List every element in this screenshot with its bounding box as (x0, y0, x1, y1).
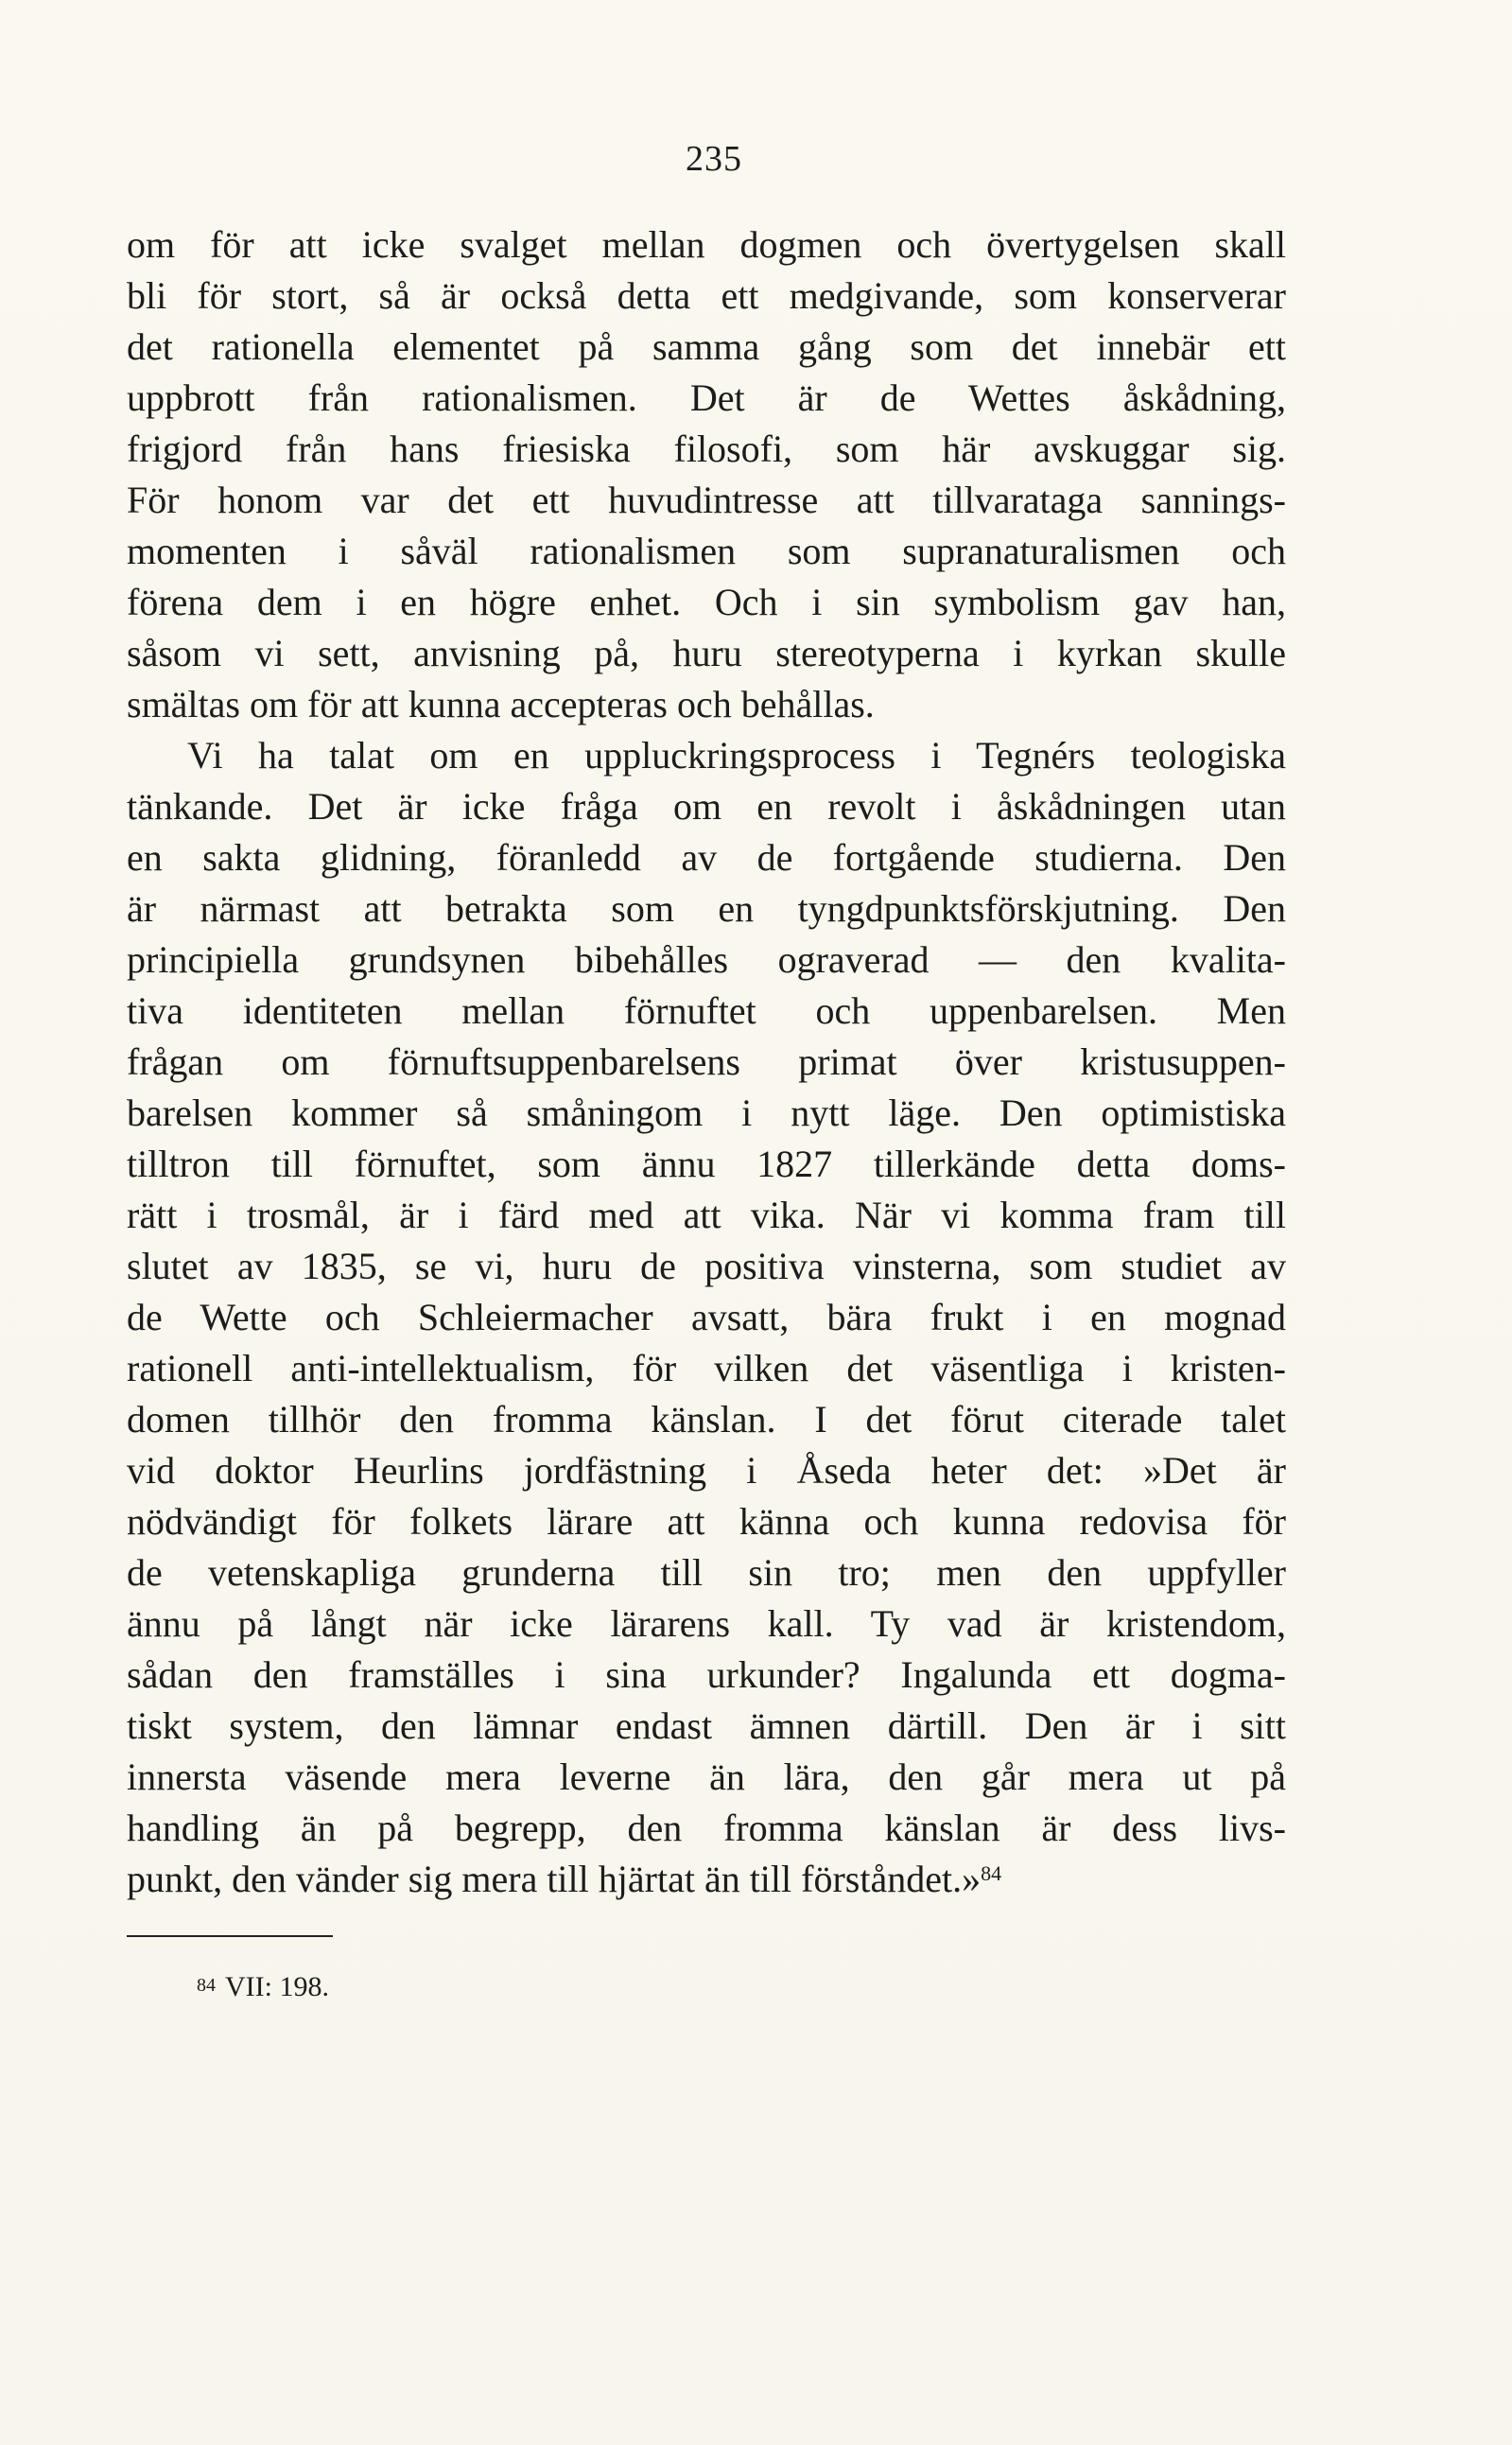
text-line: tiskt system, den lämnar endast ämnen därtill. Den är i sitt (127, 1704, 1286, 1747)
text-line-final (127, 1854, 1286, 1905)
text-line: momenten i såväl rationalismen som supranaturalismen och (127, 530, 1286, 572)
footnote-reference[interactable]: 84 (981, 1861, 1002, 1885)
footnote-mark: 84 (197, 1975, 216, 1996)
footnote (197, 1969, 329, 2005)
text-line: vid doktor Heurlins jordfästning i Åseda heter det: »Det är (127, 1449, 1286, 1492)
text-line: de vetenskapliga grunderna till sin tro; men den uppfyller (127, 1551, 1286, 1594)
text-line: ännu på långt när icke lärarens kall. Ty vad är kristendom, (127, 1602, 1286, 1645)
text-line: bli för stort, så är också detta ett medgivande, som konserverar (127, 274, 1286, 317)
text-line: barelsen kommer så småningom i nytt läge. Den optimistiska (127, 1092, 1286, 1134)
text-line: är närmast att betrakta som en tyngdpunktsförskjutning. Den (127, 887, 1286, 930)
text-line: uppbrott från rationalismen. Det är de Wettes åskådning, (127, 376, 1286, 419)
text-line: sådan den framställes i sina urkunder? Ingalunda ett dogma- (127, 1653, 1286, 1696)
page-number: 235 (686, 139, 742, 179)
text-line: domen tillhör den fromma känslan. I det förut citerade talet (127, 1398, 1286, 1441)
text-line: det rationella elementet på samma gång som det innebär ett (127, 325, 1286, 368)
text-line-final-text: punkt, den vänder sig mera till hjärtat än till förståndet.» (127, 1858, 982, 1900)
text-line: förena dem i en högre enhet. Och i sin symbolism gav han, (127, 581, 1286, 623)
footnote-divider (127, 1935, 333, 1937)
text-line: handling än på begrepp, den fromma känslan är dess livs- (127, 1807, 1286, 1849)
body-text (127, 219, 1286, 1905)
text-line: de Wette och Schleiermacher avsatt, bära frukt i en mognad (127, 1296, 1286, 1338)
text-line: såsom vi sett, anvisning på, huru stereotyperna i kyrkan skulle (127, 632, 1286, 674)
text-line: rationell anti-intellektualism, för vilken det väsentliga i kristen- (127, 1347, 1286, 1389)
text-line: För honom var det ett huvudintresse att tillvaratаga sannings- (127, 479, 1286, 521)
text-line: nödvändigt för folkets lärare att känna och kunna redovisa för (127, 1500, 1286, 1543)
text-line: tiva identiteten mellan förnuftet och uppenbarelsen. Men (127, 989, 1286, 1032)
text-line: frågan om förnuftsuppenbarelsens primat över kristusuppen- (127, 1040, 1286, 1083)
text-line: tilltron till förnuftet, som ännu 1827 tillerkände detta doms- (127, 1143, 1286, 1185)
text-line: Vi ha talat om en uppluckringsprocess i Tegnérs teologiska (187, 734, 1286, 777)
text-line: rätt i trosmål, är i färd med att vika. När vi komma fram till (127, 1194, 1286, 1236)
text-line: tänkande. Det är icke fråga om en revolt i åskådningen utan (127, 785, 1286, 828)
text-line: principiella grundsynen bibehålles ograverad — den kvalita- (127, 938, 1286, 981)
text-line: innersta väsende mera leverne än lära, den går mera ut på (127, 1755, 1286, 1798)
footnote-text: VII: 198. (225, 1971, 329, 2002)
text-line: frigjord från hans friesiska filosofi, som här avskuggar sig. (127, 428, 1286, 470)
text-line: om för att icke svalget mellan dogmen och övertygelsen skall (127, 223, 1286, 266)
text-line: slutet av 1835, se vi, huru de positiva vinsterna, som studiet av (127, 1245, 1286, 1287)
text-line: en sakta glidning, föranledd av de fortgående studierna. Den (127, 836, 1286, 879)
text-line: smältas om för att kunna accepteras och behållas. (127, 683, 875, 725)
